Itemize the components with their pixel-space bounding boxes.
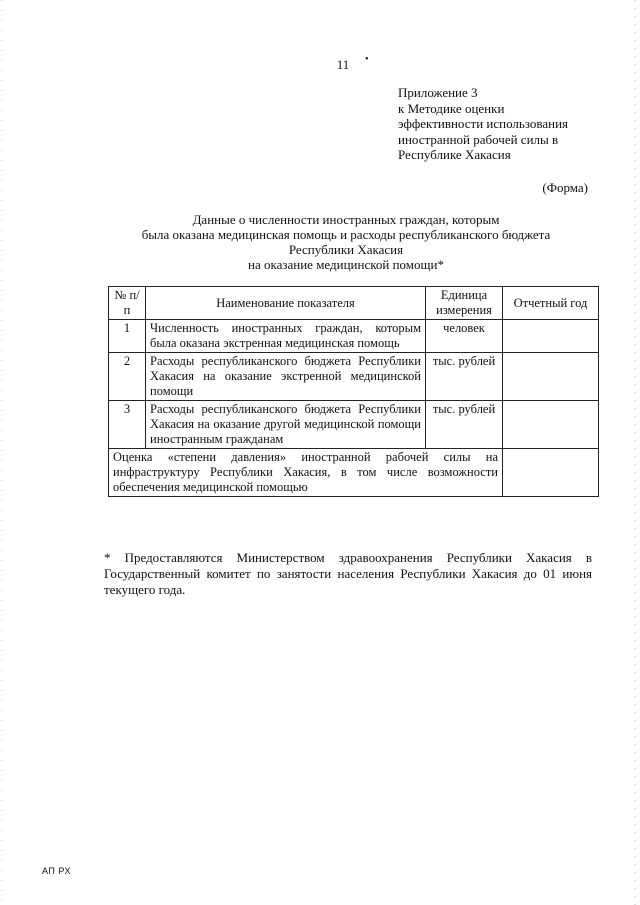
total-row-label: Оценка «степени давления» иностранной рабочей силы на инфраструктуру Республики Хакасия, в том числе возможности обеспечения медицинской помощью [109, 449, 503, 497]
table-total-row [109, 449, 599, 497]
row-year [503, 401, 599, 449]
row-num: 2 [109, 353, 146, 401]
indicators-table [108, 286, 599, 497]
scan-edge-right [634, 0, 636, 905]
archive-stamp: АП РХ [42, 866, 71, 876]
row-year [503, 320, 599, 353]
row-num: 3 [109, 401, 146, 449]
row-unit: тыс. рублей [426, 353, 503, 401]
table-row [109, 320, 599, 353]
table-row [109, 401, 599, 449]
row-name: Численность иностранных граждан, которым была оказана экстренная медицинская помощь [146, 320, 426, 353]
appendix-block [398, 85, 618, 163]
row-num: 1 [109, 320, 146, 353]
scan-edge-left [1, 0, 3, 905]
page-number: 11 [336, 57, 350, 72]
header-num: № п/п [109, 287, 146, 320]
title-line: Данные о численности иностранных граждан, которым [192, 212, 500, 227]
form-label: (Форма) [542, 180, 588, 195]
appendix-line: Республике Хакасия [398, 147, 511, 162]
header-name: Наименование показателя [146, 287, 426, 320]
row-name: Расходы республиканского бюджета Республики Хакасия на оказание экстренной медицинской помощи [146, 353, 426, 401]
appendix-line: Приложение 3 [398, 85, 478, 100]
title-line: на оказание медицинской помощи* [247, 257, 444, 272]
document-title [96, 212, 596, 272]
table-header-row [109, 287, 599, 320]
total-row-value [503, 449, 599, 497]
header-unit: Единица измерения [426, 287, 503, 320]
page-mark: • [365, 54, 369, 65]
footnote: * Предоставляются Министерством здравоохранения Республики Хакасия в Государственный комитет по занятости населения Республики Хакасия до 01 июня текущего года. [104, 550, 592, 597]
row-unit: тыс. рублей [426, 401, 503, 449]
appendix-line: иностранной рабочей силы в [398, 131, 559, 147]
header-year: Отчетный год [503, 287, 599, 320]
title-line: была оказана медицинская помощь и расходы республиканского бюджета [141, 227, 551, 242]
title-line: Республики Хакасия [288, 242, 404, 257]
row-name: Расходы республиканского бюджета Республики Хакасия на оказание другой медицинской помощи иностранным гражданам [146, 401, 426, 449]
table-row [109, 353, 599, 401]
row-year [503, 353, 599, 401]
appendix-line: к Методике оценки [398, 100, 505, 116]
row-unit: человек [426, 320, 503, 353]
appendix-line: эффективности использования [398, 116, 569, 131]
